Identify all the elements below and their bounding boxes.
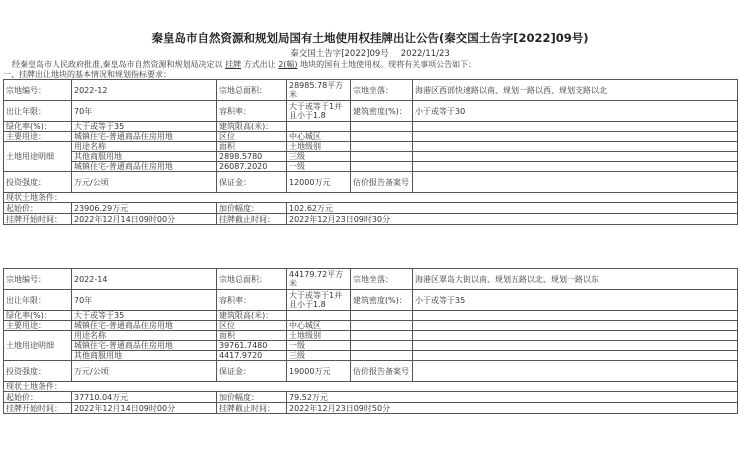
table-row: [4, 142, 738, 152]
density: 小于或等于35: [413, 290, 738, 311]
label-listing-end: 挂牌截止时间：: [217, 214, 287, 225]
blank: [413, 152, 738, 162]
label-land-use-detail: 土地用途明细: [4, 142, 72, 172]
greening: 大于或等于35: [72, 311, 217, 321]
table-row: [4, 311, 738, 321]
label-current-condition: 现状土地条件：: [4, 382, 738, 392]
label-density: 建筑密度(%)：: [351, 290, 413, 311]
investment: 万元/公顷: [72, 361, 217, 382]
header-grade: 土地级别: [287, 142, 351, 152]
table-row: [4, 269, 738, 290]
height-limit: [287, 311, 351, 321]
zone: 中心城区: [287, 132, 351, 142]
table-row: [4, 341, 738, 351]
blank: [351, 341, 413, 351]
blank: [413, 351, 738, 361]
label-current-condition: 现状土地条件：: [4, 193, 738, 203]
table-row: [4, 101, 738, 122]
blank: [351, 132, 413, 142]
label-zone: 区位: [217, 132, 287, 142]
label-location: 宗地坐落：: [351, 269, 413, 290]
blank: [351, 152, 413, 162]
intro-count: 2(幅): [278, 60, 298, 69]
blank: [351, 122, 413, 132]
header-grade: 土地级别: [287, 331, 351, 341]
blank: [351, 162, 413, 172]
blank: [413, 132, 738, 142]
deposit: 19000万元: [287, 361, 351, 382]
main-use: 城镇住宅-普通商品住房用地: [72, 132, 217, 142]
header-use-name: 用途名称: [72, 331, 217, 341]
use-area: 39761.7480: [217, 341, 287, 351]
parcel-no: 2022-14: [72, 269, 217, 290]
section-heading: 一、挂牌出让地块的基本情况和规划指标要求：: [3, 70, 171, 79]
header-area: 面积: [217, 331, 287, 341]
table-row: [4, 403, 738, 414]
label-appraisal: 估价报告备案号: [351, 361, 413, 382]
table-row: [4, 290, 738, 311]
table-row: [4, 214, 738, 225]
label-plot-ratio: 容积率：: [217, 290, 287, 311]
increment: 79.52万元: [287, 392, 738, 403]
label-land-use-detail: 土地用途明细: [4, 331, 72, 361]
use-name: 其他商服用地: [72, 351, 217, 361]
use-grade: 三级: [287, 152, 351, 162]
label-investment: 投资强度：: [4, 361, 72, 382]
blank: [413, 321, 738, 331]
listing-start: 2022年12月14日09时00分: [72, 214, 217, 225]
label-increment: 加价幅度：: [217, 203, 287, 214]
density: 小于或等于30: [413, 101, 738, 122]
label-total-area: 宗地总面积：: [217, 80, 287, 101]
label-main-use: 主要用途：: [4, 321, 72, 331]
table-row: [4, 172, 738, 193]
table-row: [4, 351, 738, 361]
label-deposit: 保证金：: [217, 172, 287, 193]
investment: 万元/公顷: [72, 172, 217, 193]
use-name: 其他商服用地: [72, 152, 217, 162]
label-start-price: 起始价：: [4, 392, 72, 403]
use-grade: 一级: [287, 162, 351, 172]
label-appraisal: 估价报告备案号: [351, 172, 413, 193]
appraisal: [413, 361, 738, 382]
blank: [413, 311, 738, 321]
use-area: 2898.5780: [217, 152, 287, 162]
table-row: [4, 392, 738, 403]
use-area: 26087.2020: [217, 162, 287, 172]
table-row: [4, 80, 738, 101]
use-grade: 一级: [287, 341, 351, 351]
plot-ratio: 大于或等于1并且小于1.8: [287, 101, 351, 122]
parcel-no: 2022-12: [72, 80, 217, 101]
parcel-table: [3, 268, 738, 414]
parcel-table: [3, 79, 738, 225]
header-area: 面积: [217, 142, 287, 152]
table-row: [4, 331, 738, 341]
label-parcel-no: 宗地编号：: [4, 80, 72, 101]
start-price: 23906.29万元: [72, 203, 217, 214]
main-use: 城镇住宅-普通商品住房用地: [72, 321, 217, 331]
table-row: [4, 193, 738, 203]
use-grade: 三级: [287, 351, 351, 361]
start-price: 37710.04万元: [72, 392, 217, 403]
notice-title: 秦皇岛市自然资源和规划局国有土地使用权挂牌出让公告(秦交国土告字[2022]09号): [151, 31, 589, 45]
blank: [351, 351, 413, 361]
label-location: 宗地坐落：: [351, 80, 413, 101]
zone: 中心城区: [287, 321, 351, 331]
use-name: 城镇住宅-普通商品住房用地: [72, 341, 217, 351]
blank: [413, 162, 738, 172]
listing-end: 2022年12月23日09时30分: [287, 214, 738, 225]
blank: [413, 331, 738, 341]
plot-ratio: 大于或等于1并且小于1.8: [287, 290, 351, 311]
publish-date: 2022/11/23: [400, 49, 450, 59]
table-row: [4, 162, 738, 172]
blank: [413, 122, 738, 132]
notice-subtitle: [0, 47, 740, 59]
doc-number: 秦交国土告字[2022]09号: [290, 49, 389, 59]
label-main-use: 主要用途：: [4, 132, 72, 142]
label-term: 出让年限：: [4, 101, 72, 122]
intro-method: 挂牌: [225, 60, 242, 69]
label-parcel-no: 宗地编号：: [4, 269, 72, 290]
table-row: [4, 122, 738, 132]
label-plot-ratio: 容积率：: [217, 101, 287, 122]
label-greening: 绿化率(%)：: [4, 311, 72, 321]
label-start-price: 起始价：: [4, 203, 72, 214]
use-area: 4417.9720: [217, 351, 287, 361]
total-area: 28985.78平方米: [287, 80, 351, 101]
label-listing-start: 挂牌开始时间：: [4, 403, 72, 414]
greening: 大于或等于35: [72, 122, 217, 132]
term: 70年: [72, 290, 217, 311]
label-increment: 加价幅度：: [217, 392, 287, 403]
blank: [413, 142, 738, 152]
table-row: [4, 321, 738, 331]
listing-end: 2022年12月23日09时50分: [287, 403, 738, 414]
deposit: 12000万元: [287, 172, 351, 193]
table-row: [4, 152, 738, 162]
label-density: 建筑密度(%)：: [351, 101, 413, 122]
table-row: [4, 361, 738, 382]
label-listing-end: 挂牌截止时间：: [217, 403, 287, 414]
table-row: [4, 382, 738, 392]
intro-paragraph: 经秦皇岛市人民政府批准,秦皇岛市自然资源和规划局决定以 挂牌 方式出让 2(幅) 地块的国有土地使用权。现将有关事项公告如下：: [12, 60, 477, 69]
label-deposit: 保证金：: [217, 361, 287, 382]
label-listing-start: 挂牌开始时间：: [4, 214, 72, 225]
listing-start: 2022年12月14日09时00分: [72, 403, 217, 414]
label-total-area: 宗地总面积：: [217, 269, 287, 290]
label-investment: 投资强度：: [4, 172, 72, 193]
label-greening: 绿化率(%)：: [4, 122, 72, 132]
table-row: [4, 203, 738, 214]
use-name: 城镇住宅-普通商品住房用地: [72, 162, 217, 172]
total-area: 44179.72平方米: [287, 269, 351, 290]
blank: [351, 331, 413, 341]
blank: [351, 142, 413, 152]
height-limit: [287, 122, 351, 132]
blank: [351, 311, 413, 321]
increment: 102.62万元: [287, 203, 738, 214]
term: 70年: [72, 101, 217, 122]
header-use-name: 用途名称: [72, 142, 217, 152]
label-height-limit: 建筑限高(米)：: [217, 311, 287, 321]
label-height-limit: 建筑限高(米)：: [217, 122, 287, 132]
location: 海港区翠岛大街以南、规划五路以北、规划一路以东: [413, 269, 738, 290]
blank: [413, 341, 738, 351]
table-row: [4, 132, 738, 142]
appraisal: [413, 172, 738, 193]
location: 海港区西部快速路以南、规划一路以西、规划支路以北: [413, 80, 738, 101]
label-zone: 区位: [217, 321, 287, 331]
label-term: 出让年限：: [4, 290, 72, 311]
blank: [351, 321, 413, 331]
